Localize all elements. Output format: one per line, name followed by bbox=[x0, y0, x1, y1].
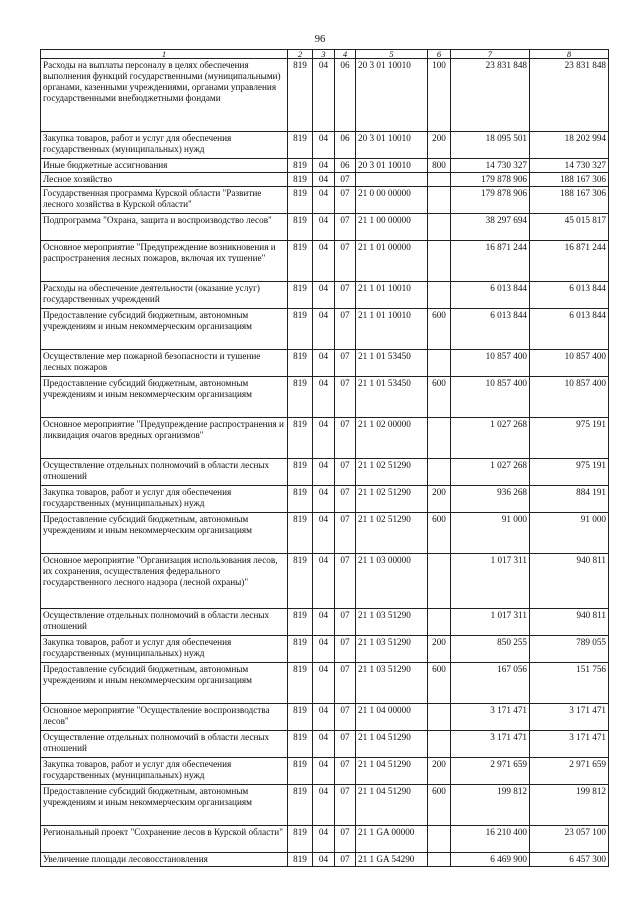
cell-name: Основное мероприятие "Организация использования лесов, их сохранения, осуществления федерального государственного лесного надзора (лесной охраны)" bbox=[41, 554, 288, 609]
cell-gr: 819 bbox=[288, 309, 313, 350]
cell-gr: 819 bbox=[288, 785, 313, 826]
cell-csr: 21 1 03 51290 bbox=[356, 609, 428, 636]
cell-gr: 819 bbox=[288, 132, 313, 159]
cell-name: Предоставление субсидий бюджетным, автономным учреждениям и иным некоммерческим организациям bbox=[41, 663, 288, 704]
cell-csr: 21 1 04 51290 bbox=[356, 731, 428, 758]
cell-rz: 04 bbox=[313, 132, 335, 159]
cell-pr: 06 bbox=[335, 59, 356, 132]
cell-vr bbox=[428, 826, 451, 853]
cell-pr: 07 bbox=[335, 309, 356, 350]
cell-csr: 21 1 04 51290 bbox=[356, 785, 428, 826]
cell-vr: 600 bbox=[428, 309, 451, 350]
cell-pr: 07 bbox=[335, 554, 356, 609]
table-header-row bbox=[41, 50, 609, 59]
cell-sum2: 975 191 bbox=[530, 459, 609, 486]
cell-sum2: 18 202 994 bbox=[530, 132, 609, 159]
table-row bbox=[41, 59, 609, 132]
cell-sum1: 850 255 bbox=[451, 636, 530, 663]
cell-sum2: 23 831 848 bbox=[530, 59, 609, 132]
cell-rz: 04 bbox=[313, 758, 335, 785]
cell-name: Подпрограмма "Охрана, защита и воспроизводство лесов" bbox=[41, 214, 288, 241]
cell-csr: 20 3 01 10010 bbox=[356, 159, 428, 173]
cell-gr: 819 bbox=[288, 853, 313, 867]
cell-name: Предоставление субсидий бюджетным, автономным учреждениям и иным некоммерческим организациям bbox=[41, 513, 288, 554]
cell-name: Региональный проект "Сохранение лесов в Курской области" bbox=[41, 826, 288, 853]
cell-rz: 04 bbox=[313, 350, 335, 377]
table-row bbox=[41, 554, 609, 609]
cell-vr: 600 bbox=[428, 513, 451, 554]
cell-csr: 21 1 01 10010 bbox=[356, 309, 428, 350]
cell-vr bbox=[428, 731, 451, 758]
table-row bbox=[41, 214, 609, 241]
cell-gr: 819 bbox=[288, 636, 313, 663]
cell-sum1: 1 017 311 bbox=[451, 554, 530, 609]
cell-name: Закупка товаров, работ и услуг для обеспечения государственных (муниципальных) нужд bbox=[41, 636, 288, 663]
page-number: 96 bbox=[314, 34, 326, 45]
cell-csr: 20 3 01 10010 bbox=[356, 132, 428, 159]
cell-gr: 819 bbox=[288, 663, 313, 704]
cell-sum2: 91 000 bbox=[530, 513, 609, 554]
cell-gr: 819 bbox=[288, 350, 313, 377]
table-row bbox=[41, 853, 609, 867]
cell-vr bbox=[428, 853, 451, 867]
cell-csr: 21 1 GA 54290 bbox=[356, 853, 428, 867]
cell-sum2: 14 730 327 bbox=[530, 159, 609, 173]
cell-gr: 819 bbox=[288, 214, 313, 241]
cell-gr: 819 bbox=[288, 173, 313, 187]
cell-sum1: 14 730 327 bbox=[451, 159, 530, 173]
column-header: 8 bbox=[530, 50, 609, 59]
cell-csr: 21 1 04 00000 bbox=[356, 704, 428, 731]
cell-name: Закупка товаров, работ и услуг для обеспечения государственных (муниципальных) нужд bbox=[41, 132, 288, 159]
cell-csr bbox=[356, 173, 428, 187]
cell-sum2: 975 191 bbox=[530, 418, 609, 459]
cell-pr: 07 bbox=[335, 785, 356, 826]
cell-name: Расходы на выплаты персоналу в целях обеспечения выполнения функций государственными (муниципальными) органами, казенными учреждениями, органами управления государственными внебюджетными фондами bbox=[41, 59, 288, 132]
cell-rz: 04 bbox=[313, 554, 335, 609]
cell-pr: 06 bbox=[335, 159, 356, 173]
cell-sum1: 199 812 bbox=[451, 785, 530, 826]
cell-vr bbox=[428, 282, 451, 309]
cell-gr: 819 bbox=[288, 826, 313, 853]
cell-sum1: 179 878 906 bbox=[451, 187, 530, 214]
cell-rz: 04 bbox=[313, 513, 335, 554]
cell-vr bbox=[428, 214, 451, 241]
cell-name: Осуществление отдельных полномочий в области лесных отношений bbox=[41, 609, 288, 636]
table-row bbox=[41, 785, 609, 826]
cell-rz: 04 bbox=[313, 214, 335, 241]
table-row bbox=[41, 513, 609, 554]
column-header: 3 bbox=[313, 50, 335, 59]
cell-sum1: 10 857 400 bbox=[451, 377, 530, 418]
cell-sum1: 16 210 400 bbox=[451, 826, 530, 853]
cell-name: Основное мероприятие "Предупреждение распространения и ликвидация очагов вредных организмов" bbox=[41, 418, 288, 459]
cell-sum2: 940 811 bbox=[530, 609, 609, 636]
table-row bbox=[41, 459, 609, 486]
cell-csr: 21 0 00 00000 bbox=[356, 187, 428, 214]
cell-gr: 819 bbox=[288, 459, 313, 486]
cell-gr: 819 bbox=[288, 758, 313, 785]
cell-sum1: 1 017 311 bbox=[451, 609, 530, 636]
cell-vr bbox=[428, 418, 451, 459]
cell-sum2: 10 857 400 bbox=[530, 377, 609, 418]
cell-gr: 819 bbox=[288, 282, 313, 309]
cell-rz: 04 bbox=[313, 636, 335, 663]
cell-name: Осуществление отдельных полномочий в области лесных отношений bbox=[41, 459, 288, 486]
table-row bbox=[41, 663, 609, 704]
cell-pr: 07 bbox=[335, 418, 356, 459]
cell-sum2: 940 811 bbox=[530, 554, 609, 609]
cell-pr: 07 bbox=[335, 731, 356, 758]
cell-gr: 819 bbox=[288, 59, 313, 132]
cell-sum1: 1 027 268 bbox=[451, 459, 530, 486]
cell-rz: 04 bbox=[313, 309, 335, 350]
cell-sum2: 884 191 bbox=[530, 486, 609, 513]
cell-pr: 07 bbox=[335, 486, 356, 513]
cell-sum1: 18 095 501 bbox=[451, 132, 530, 159]
cell-name: Закупка товаров, работ и услуг для обеспечения государственных (муниципальных) нужд bbox=[41, 486, 288, 513]
cell-sum1: 179 878 906 bbox=[451, 173, 530, 187]
cell-vr: 200 bbox=[428, 486, 451, 513]
cell-rz: 04 bbox=[313, 187, 335, 214]
cell-rz: 04 bbox=[313, 377, 335, 418]
cell-pr: 07 bbox=[335, 758, 356, 785]
cell-vr bbox=[428, 459, 451, 486]
cell-sum2: 188 167 306 bbox=[530, 187, 609, 214]
cell-vr: 200 bbox=[428, 636, 451, 663]
cell-rz: 04 bbox=[313, 59, 335, 132]
cell-sum2: 6 013 844 bbox=[530, 282, 609, 309]
cell-gr: 819 bbox=[288, 377, 313, 418]
cell-pr: 07 bbox=[335, 350, 356, 377]
cell-vr: 600 bbox=[428, 377, 451, 418]
cell-sum2: 45 015 817 bbox=[530, 214, 609, 241]
cell-name: Осуществление мер пожарной безопасности и тушение лесных пожаров bbox=[41, 350, 288, 377]
cell-pr: 07 bbox=[335, 187, 356, 214]
cell-gr: 819 bbox=[288, 554, 313, 609]
cell-vr: 100 bbox=[428, 59, 451, 132]
cell-rz: 04 bbox=[313, 418, 335, 459]
cell-sum2: 2 971 659 bbox=[530, 758, 609, 785]
cell-rz: 04 bbox=[313, 731, 335, 758]
cell-sum1: 3 171 471 bbox=[451, 731, 530, 758]
cell-pr: 07 bbox=[335, 513, 356, 554]
cell-vr: 200 bbox=[428, 758, 451, 785]
cell-rz: 04 bbox=[313, 853, 335, 867]
cell-sum2: 199 812 bbox=[530, 785, 609, 826]
cell-rz: 04 bbox=[313, 826, 335, 853]
cell-sum2: 151 756 bbox=[530, 663, 609, 704]
cell-gr: 819 bbox=[288, 159, 313, 173]
cell-pr: 07 bbox=[335, 241, 356, 282]
cell-rz: 04 bbox=[313, 459, 335, 486]
cell-name: Увеличение площади лесовосстановления bbox=[41, 853, 288, 867]
cell-sum1: 91 000 bbox=[451, 513, 530, 554]
cell-gr: 819 bbox=[288, 187, 313, 214]
cell-vr bbox=[428, 187, 451, 214]
cell-pr: 07 bbox=[335, 459, 356, 486]
table-row bbox=[41, 826, 609, 853]
cell-name: Осуществление отдельных полномочий в области лесных отношений bbox=[41, 731, 288, 758]
table-row bbox=[41, 159, 609, 173]
cell-csr: 21 1 02 00000 bbox=[356, 418, 428, 459]
cell-name: Основное мероприятие "Предупреждение возникновения и распространения лесных пожаров, включая их тушение" bbox=[41, 241, 288, 282]
cell-sum1: 16 871 244 bbox=[451, 241, 530, 282]
cell-pr: 07 bbox=[335, 214, 356, 241]
cell-csr: 21 1 02 51290 bbox=[356, 486, 428, 513]
table-row bbox=[41, 173, 609, 187]
column-header: 5 bbox=[356, 50, 428, 59]
cell-vr: 200 bbox=[428, 132, 451, 159]
budget-table bbox=[40, 49, 609, 867]
table-row bbox=[41, 132, 609, 159]
column-header: 6 bbox=[428, 50, 451, 59]
cell-gr: 819 bbox=[288, 486, 313, 513]
cell-gr: 819 bbox=[288, 704, 313, 731]
cell-sum1: 3 171 471 bbox=[451, 704, 530, 731]
cell-name: Предоставление субсидий бюджетным, автономным учреждениям и иным некоммерческим организациям bbox=[41, 377, 288, 418]
cell-csr: 21 1 04 51290 bbox=[356, 758, 428, 785]
cell-csr: 21 1 03 51290 bbox=[356, 663, 428, 704]
cell-sum2: 3 171 471 bbox=[530, 704, 609, 731]
table-row bbox=[41, 241, 609, 282]
cell-gr: 819 bbox=[288, 513, 313, 554]
cell-sum1: 1 027 268 bbox=[451, 418, 530, 459]
cell-name: Предоставление субсидий бюджетным, автономным учреждениям и иным некоммерческим организациям bbox=[41, 785, 288, 826]
cell-pr: 07 bbox=[335, 704, 356, 731]
cell-vr bbox=[428, 609, 451, 636]
table-row bbox=[41, 309, 609, 350]
cell-sum1: 6 469 900 bbox=[451, 853, 530, 867]
cell-vr bbox=[428, 350, 451, 377]
table-row bbox=[41, 350, 609, 377]
cell-csr: 20 3 01 10010 bbox=[356, 59, 428, 132]
cell-gr: 819 bbox=[288, 609, 313, 636]
cell-rz: 04 bbox=[313, 173, 335, 187]
cell-sum1: 6 013 844 bbox=[451, 282, 530, 309]
cell-pr: 07 bbox=[335, 377, 356, 418]
cell-sum2: 789 055 bbox=[530, 636, 609, 663]
cell-csr: 21 1 01 53450 bbox=[356, 377, 428, 418]
cell-csr: 21 1 GA 00000 bbox=[356, 826, 428, 853]
table-row bbox=[41, 636, 609, 663]
cell-sum1: 10 857 400 bbox=[451, 350, 530, 377]
column-header: 1 bbox=[41, 50, 288, 59]
table-row bbox=[41, 609, 609, 636]
cell-rz: 04 bbox=[313, 704, 335, 731]
cell-sum1: 167 056 bbox=[451, 663, 530, 704]
cell-rz: 04 bbox=[313, 486, 335, 513]
cell-csr: 21 1 00 00000 bbox=[356, 214, 428, 241]
column-header: 2 bbox=[288, 50, 313, 59]
cell-rz: 04 bbox=[313, 241, 335, 282]
cell-pr: 07 bbox=[335, 826, 356, 853]
cell-csr: 21 1 02 51290 bbox=[356, 513, 428, 554]
cell-rz: 04 bbox=[313, 663, 335, 704]
cell-sum2: 10 857 400 bbox=[530, 350, 609, 377]
cell-name: Предоставление субсидий бюджетным, автономным учреждениям и иным некоммерческим организациям bbox=[41, 309, 288, 350]
cell-name: Основное мероприятие "Осуществление воспроизводства лесов" bbox=[41, 704, 288, 731]
cell-name: Закупка товаров, работ и услуг для обеспечения государственных (муниципальных) нужд bbox=[41, 758, 288, 785]
cell-sum2: 3 171 471 bbox=[530, 731, 609, 758]
cell-sum1: 23 831 848 bbox=[451, 59, 530, 132]
table-row bbox=[41, 282, 609, 309]
cell-sum2: 6 013 844 bbox=[530, 309, 609, 350]
cell-sum1: 936 268 bbox=[451, 486, 530, 513]
cell-vr bbox=[428, 554, 451, 609]
cell-sum1: 2 971 659 bbox=[451, 758, 530, 785]
cell-sum1: 6 013 844 bbox=[451, 309, 530, 350]
cell-sum2: 16 871 244 bbox=[530, 241, 609, 282]
cell-csr: 21 1 01 10010 bbox=[356, 282, 428, 309]
cell-pr: 07 bbox=[335, 282, 356, 309]
column-header: 7 bbox=[451, 50, 530, 59]
cell-gr: 819 bbox=[288, 731, 313, 758]
cell-name: Государственная программа Курской области "Развитие лесного хозяйства в Курской области" bbox=[41, 187, 288, 214]
cell-csr: 21 1 01 00000 bbox=[356, 241, 428, 282]
cell-sum2: 188 167 306 bbox=[530, 173, 609, 187]
table-row bbox=[41, 377, 609, 418]
table-row bbox=[41, 418, 609, 459]
cell-pr: 07 bbox=[335, 173, 356, 187]
column-header: 4 bbox=[335, 50, 356, 59]
cell-vr: 600 bbox=[428, 663, 451, 704]
cell-vr bbox=[428, 241, 451, 282]
cell-gr: 819 bbox=[288, 418, 313, 459]
table-row bbox=[41, 187, 609, 214]
cell-csr: 21 1 01 53450 bbox=[356, 350, 428, 377]
cell-pr: 07 bbox=[335, 636, 356, 663]
table-row bbox=[41, 486, 609, 513]
cell-csr: 21 1 02 51290 bbox=[356, 459, 428, 486]
table-row bbox=[41, 704, 609, 731]
cell-gr: 819 bbox=[288, 241, 313, 282]
cell-vr bbox=[428, 173, 451, 187]
cell-pr: 07 bbox=[335, 853, 356, 867]
table-row bbox=[41, 731, 609, 758]
cell-vr: 600 bbox=[428, 785, 451, 826]
cell-sum2: 23 057 100 bbox=[530, 826, 609, 853]
cell-name: Лесное хозяйство bbox=[41, 173, 288, 187]
cell-vr: 800 bbox=[428, 159, 451, 173]
cell-rz: 04 bbox=[313, 785, 335, 826]
cell-pr: 06 bbox=[335, 132, 356, 159]
cell-rz: 04 bbox=[313, 159, 335, 173]
cell-sum2: 6 457 300 bbox=[530, 853, 609, 867]
cell-csr: 21 1 03 00000 bbox=[356, 554, 428, 609]
cell-pr: 07 bbox=[335, 609, 356, 636]
cell-rz: 04 bbox=[313, 609, 335, 636]
cell-csr: 21 1 03 51290 bbox=[356, 636, 428, 663]
cell-name: Иные бюджетные ассигнования bbox=[41, 159, 288, 173]
cell-sum1: 38 297 694 bbox=[451, 214, 530, 241]
cell-pr: 07 bbox=[335, 663, 356, 704]
table-row bbox=[41, 758, 609, 785]
cell-rz: 04 bbox=[313, 282, 335, 309]
cell-name: Расходы на обеспечение деятельности (оказание услуг) государственных учреждений bbox=[41, 282, 288, 309]
cell-vr bbox=[428, 704, 451, 731]
